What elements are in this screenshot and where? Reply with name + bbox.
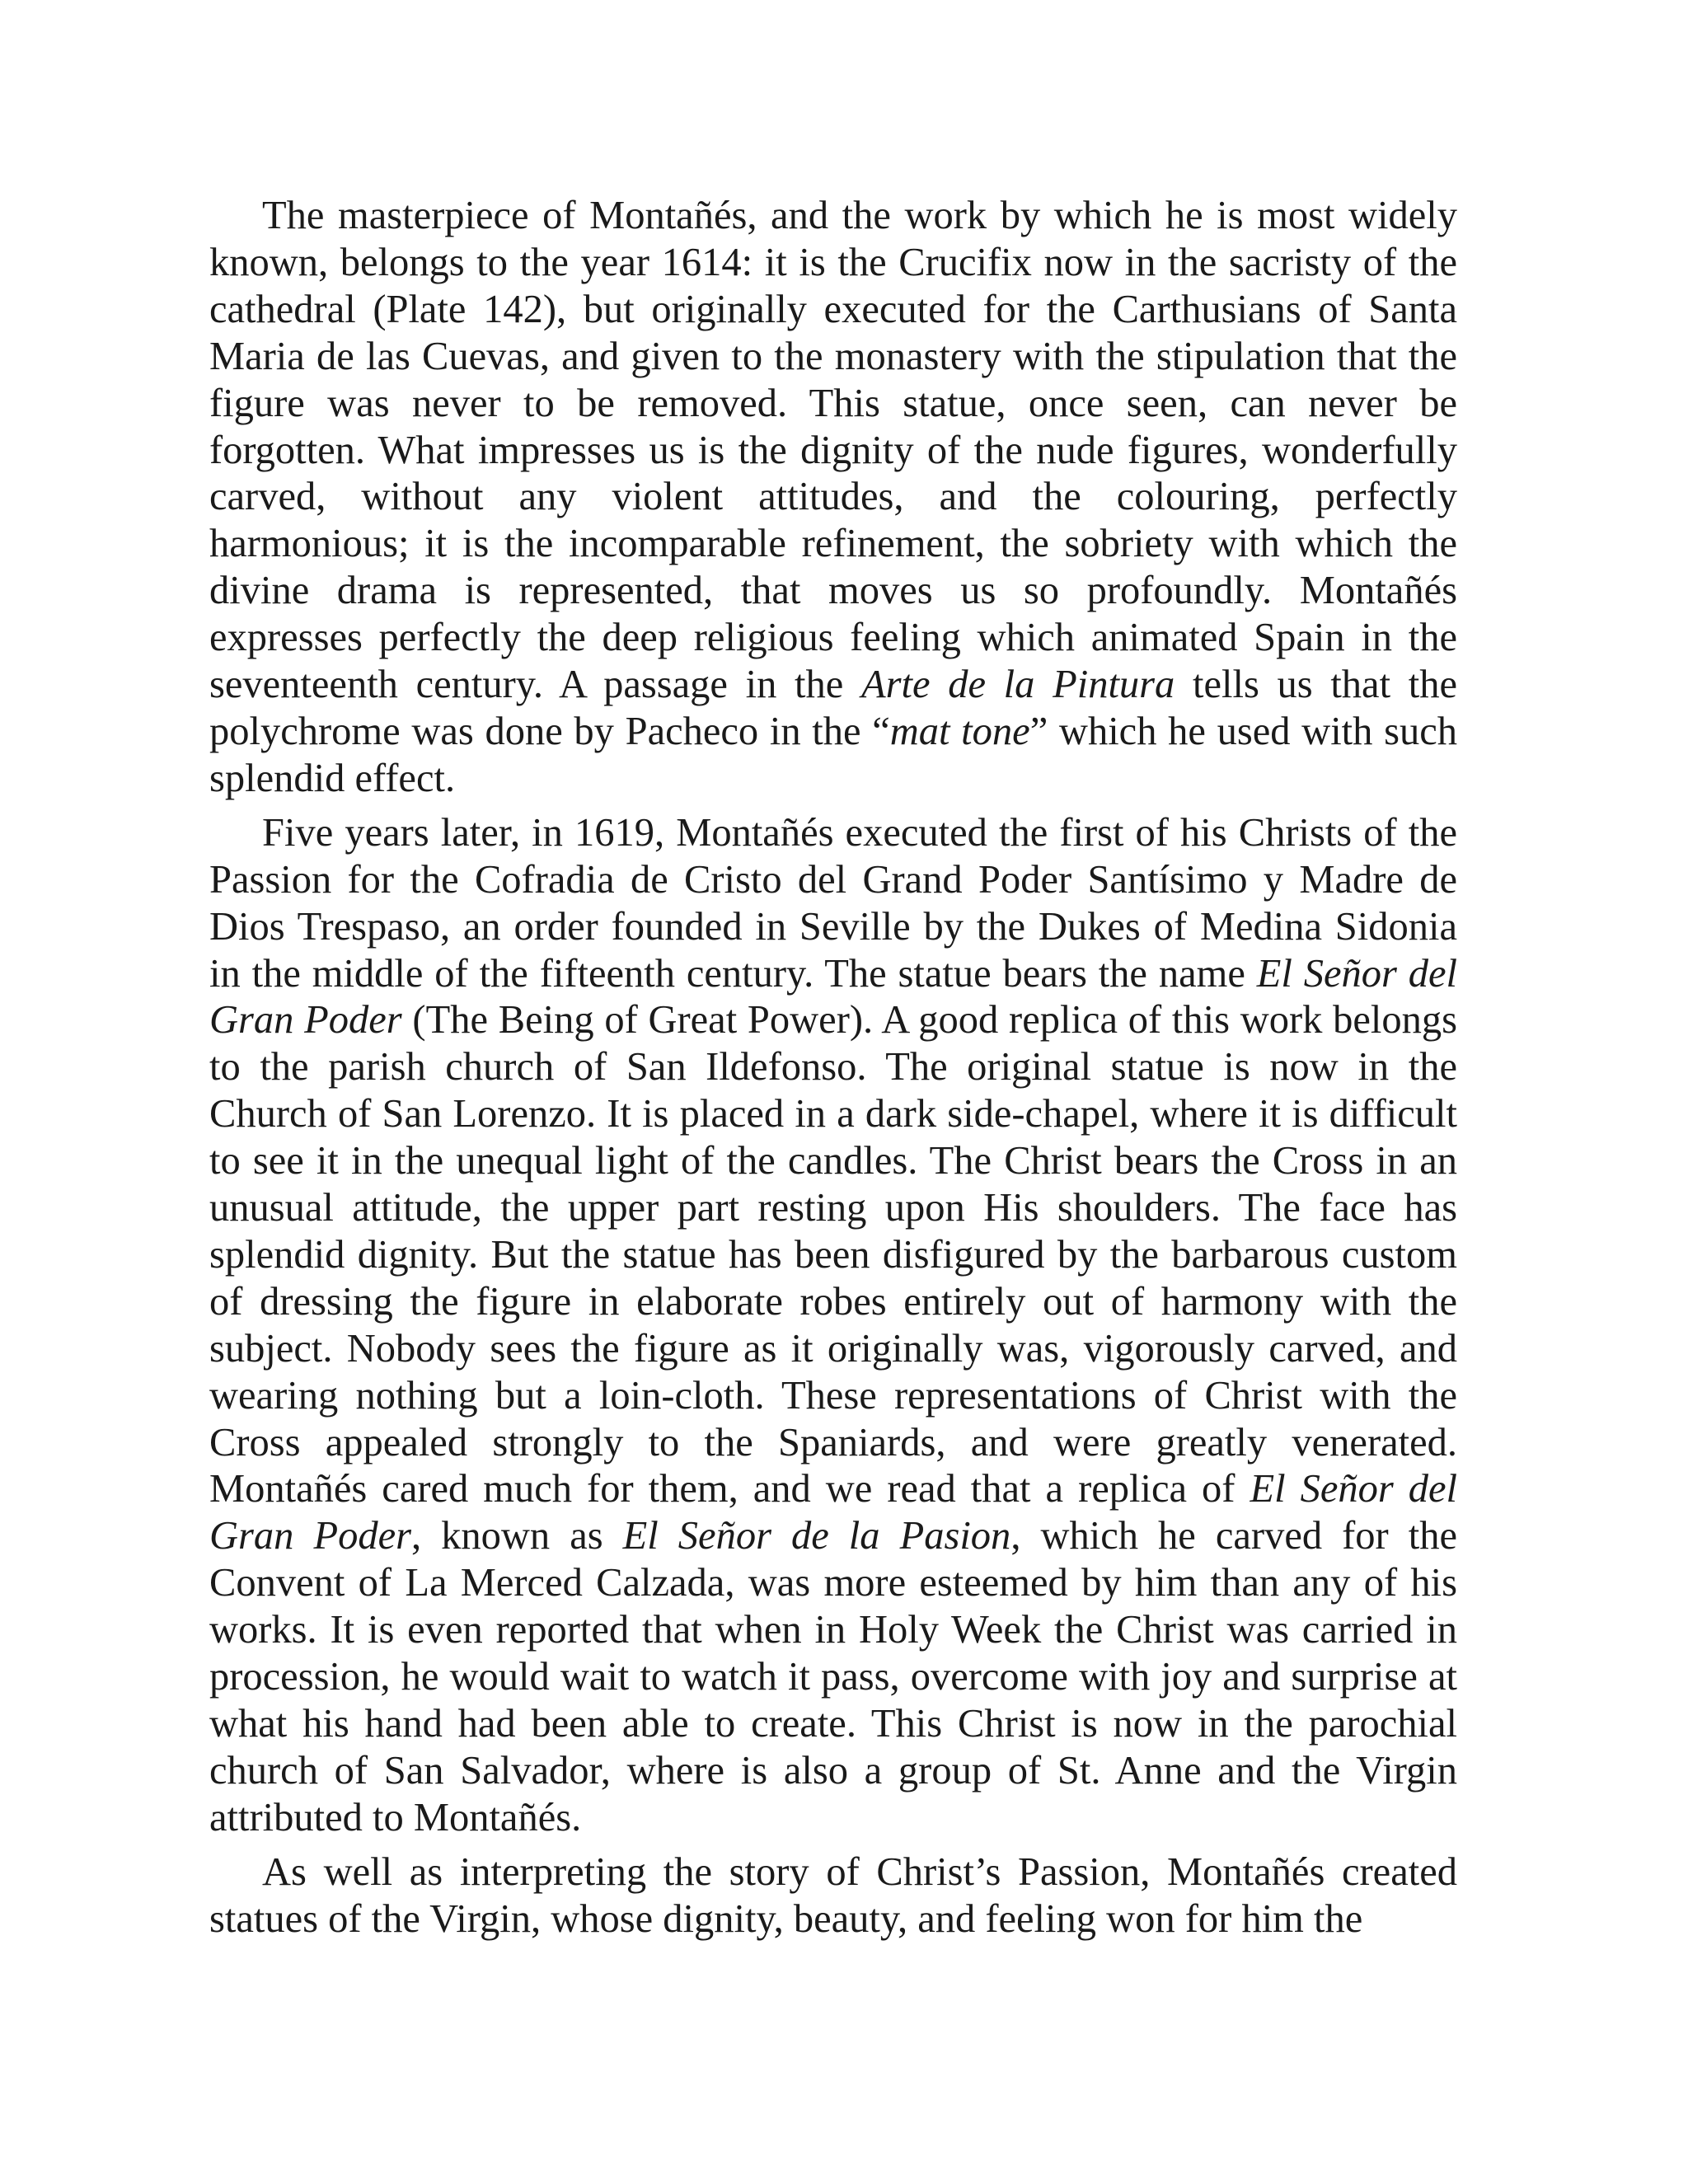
text-run: , known as — [410, 1514, 623, 1558]
text-run-italic: El Señor de la Pasion — [622, 1514, 1011, 1558]
text-run: ” which he used with such splendid effect. — [209, 709, 1457, 800]
text-run-italic: mat tone — [889, 709, 1030, 753]
paragraph-virgin — [209, 1849, 1457, 1943]
text-run: , which he carved for the Convent of La Merced Calzada, was more esteemed by him than any of his works. It is even reported that when in Holy Week the Christ was carried in procession, he would wait to watch it pass, overcome with joy and surprise at what his hand had been able to create. This Christ is now in the parochial church of San Salvador, where is also a group of St. Anne and the Virgin attributed to Montañés. — [209, 1514, 1457, 1840]
text-run: The masterpiece of Montañés, and the work by which he is most widely known, belongs to the year 1614: it is the Crucifix now in the sacristy of the cathedral (Plate 142), but originally executed for the Carthusians of Santa Maria de las Cuevas, and given to the monastery with the stipulation that the figure was never to be removed. This statue, once seen, can never be forgotten. What impresses us is the dignity of the nude figures, wonderfully carved, without any violent attitudes, and the colouring, perfectly harmonious; it is the incomparable refinement, the sobriety with which the divine drama is represented, that moves us so profoundly. Montañés expresses perfectly the deep religious feeling which animated Spain in the seventeenth century. A passage in the — [209, 194, 1457, 707]
text-run: (The Being of Great Power). A good replica of this work belongs to the parish church of San Ildefonso. The original statue is now in the Church of San Lorenzo. It is placed in a dark side-chapel, where it is difficult to see it in the unequal light of the candles. The Christ bears the Cross in an unusual attitude, the upper part resting upon His shoulders. The face has splendid dignity. But the statue has been disfigured by the barbarous custom of dressing the figure in elaborate robes entirely out of harmony with the subject. Nobody sees the figure as it originally was, vigorously carved, and wearing nothing but a loin-cloth. These representations of Christ with the Cross appealed strongly to the Spaniards, and were greatly venerated. Montañés cared much for them, and we read that a replica of — [209, 998, 1457, 1511]
paragraph-gran-poder — [209, 810, 1457, 1842]
text-run-italic: Arte de la Pintura — [861, 663, 1175, 707]
text-run: Five years later, in 1619, Montañés executed the first of his Christs of the Passion for the Cofradia de Cristo del Grand Poder Santísimo y Madre de Dios Trespaso, an order founded in Seville by the Dukes of Medina Sidonia in the middle of the fifteenth century. The statue bears the name — [209, 810, 1457, 996]
text-run-italic: El Señor del Gran Poder — [209, 1467, 1457, 1558]
page-body — [209, 193, 1457, 1951]
text-run: As well as interpreting the story of Christ’s Passion, Montañés created statues of the Virgin, whose dignity, beauty, and feeling won for him the — [209, 1849, 1457, 1941]
paragraph-crucifix — [209, 193, 1457, 803]
text-run: tells us that the polychrome was done by Pacheco in the “ — [209, 663, 1458, 753]
text-run-italic: El Señor del Gran Poder — [209, 951, 1457, 1043]
